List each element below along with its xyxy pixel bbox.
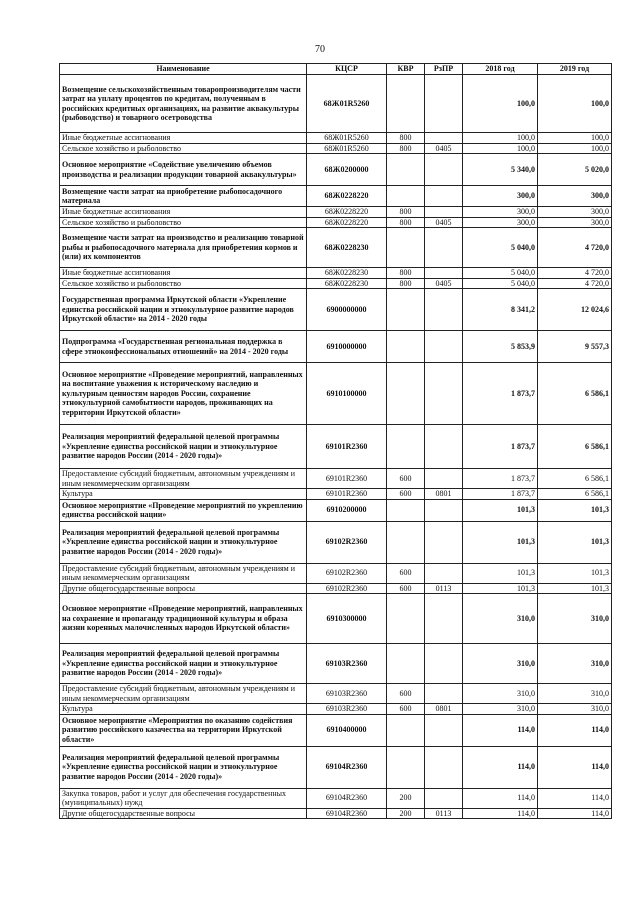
table-row — [60, 583, 612, 594]
cell-kvr — [387, 594, 425, 644]
header-kvr: КВР — [387, 64, 425, 75]
cell-rzpr — [425, 289, 463, 331]
cell-rzpr — [425, 499, 463, 521]
table-row — [60, 746, 612, 788]
cell-name: Предоставление субсидий бюджетным, автономным учреждениям и иным некоммерческим организациям — [60, 684, 307, 704]
cell-rzpr: 0801 — [425, 704, 463, 715]
cell-kvr — [387, 363, 425, 425]
header-rzpr: РзПР — [425, 64, 463, 75]
cell-2018: 100,0 — [463, 133, 538, 144]
cell-kvr: 800 — [387, 207, 425, 218]
table-row — [60, 75, 612, 133]
cell-kvr — [387, 186, 425, 207]
cell-rzpr — [425, 268, 463, 279]
cell-kvr: 800 — [387, 143, 425, 154]
cell-kvr: 600 — [387, 684, 425, 704]
cell-2018: 300,0 — [463, 207, 538, 218]
cell-name: Другие общегосударственные вопросы — [60, 808, 307, 819]
page-number: 70 — [315, 44, 325, 55]
table-row — [60, 714, 612, 746]
cell-2019: 300,0 — [538, 207, 612, 218]
header-name: Наименование — [60, 64, 307, 75]
cell-2019: 114,0 — [538, 788, 612, 808]
cell-2018: 310,0 — [463, 594, 538, 644]
table-row — [60, 704, 612, 715]
cell-name: Возмещение части затрат на приобретение рыбопосадочного материала — [60, 186, 307, 207]
cell-2018: 1 873,7 — [463, 489, 538, 500]
table-row — [60, 228, 612, 268]
cell-rzpr: 0801 — [425, 489, 463, 500]
cell-2018: 1 873,7 — [463, 469, 538, 489]
table-row — [60, 521, 612, 563]
cell-kvr: 600 — [387, 489, 425, 500]
cell-2019: 310,0 — [538, 644, 612, 684]
cell-kvr: 600 — [387, 704, 425, 715]
cell-kcsr: 6910300000 — [307, 594, 387, 644]
cell-kcsr: 68Ж0228230 — [307, 268, 387, 279]
table-row — [60, 143, 612, 154]
cell-2019: 100,0 — [538, 143, 612, 154]
cell-name: Реализация мероприятий федеральной целевой программы «Укрепление единства российской нации и этнокультурное развитие народов России (2014 - 2020 годы)» — [60, 521, 307, 563]
cell-name: Сельское хозяйство и рыболовство — [60, 278, 307, 289]
cell-rzpr — [425, 746, 463, 788]
cell-rzpr: 0405 — [425, 143, 463, 154]
cell-kvr — [387, 746, 425, 788]
cell-2019: 12 024,6 — [538, 289, 612, 331]
cell-2019: 6 586,1 — [538, 425, 612, 469]
cell-rzpr — [425, 75, 463, 133]
table-row — [60, 268, 612, 279]
cell-kcsr: 68Ж01R5260 — [307, 143, 387, 154]
cell-kvr — [387, 425, 425, 469]
cell-kvr: 800 — [387, 133, 425, 144]
header-2018: 2018 год — [463, 64, 538, 75]
cell-rzpr — [425, 228, 463, 268]
header-2019: 2019 год — [538, 64, 612, 75]
cell-rzpr — [425, 644, 463, 684]
cell-kvr: 800 — [387, 217, 425, 228]
table-row — [60, 154, 612, 186]
cell-rzpr — [425, 684, 463, 704]
cell-name: Иные бюджетные ассигнования — [60, 268, 307, 279]
cell-name: Основное мероприятие «Проведение мероприятий, направленных на сохранение и пропаганду традиционной культуры и образа жизни коренных малочисленных народов Иркутской области» — [60, 594, 307, 644]
cell-2019: 4 720,0 — [538, 278, 612, 289]
table-row — [60, 217, 612, 228]
cell-kcsr: 69103R2360 — [307, 644, 387, 684]
cell-2018: 5 040,0 — [463, 278, 538, 289]
cell-2018: 1 873,7 — [463, 363, 538, 425]
cell-2018: 101,3 — [463, 499, 538, 521]
cell-name: Основное мероприятие «Содействие увеличению объемов производства и реализации продукции товарной аквакультуры» — [60, 154, 307, 186]
cell-name: Предоставление субсидий бюджетным, автономным учреждениям и иным некоммерческим организациям — [60, 563, 307, 583]
cell-name: Иные бюджетные ассигнования — [60, 133, 307, 144]
cell-kcsr: 69104R2360 — [307, 808, 387, 819]
cell-rzpr — [425, 425, 463, 469]
table-row — [60, 207, 612, 218]
cell-name: Реализация мероприятий федеральной целевой программы «Укрепление единства российской нации и этнокультурное развитие народов России (2014 - 2020 годы)» — [60, 425, 307, 469]
cell-name: Основное мероприятие «Проведение мероприятий по укреплению единства российской нации» — [60, 499, 307, 521]
cell-2019: 310,0 — [538, 704, 612, 715]
table-row — [60, 684, 612, 704]
cell-2018: 310,0 — [463, 644, 538, 684]
table-row — [60, 563, 612, 583]
cell-rzpr — [425, 594, 463, 644]
cell-kcsr: 68Ж01R5260 — [307, 75, 387, 133]
cell-name: Другие общегосударственные вопросы — [60, 583, 307, 594]
table-body — [60, 75, 612, 819]
cell-kvr — [387, 521, 425, 563]
cell-kvr: 200 — [387, 808, 425, 819]
cell-rzpr: 0405 — [425, 278, 463, 289]
cell-kcsr: 68Ж0228220 — [307, 186, 387, 207]
table-row — [60, 489, 612, 500]
cell-kvr: 800 — [387, 268, 425, 279]
cell-2019: 6 586,1 — [538, 489, 612, 500]
cell-2019: 6 586,1 — [538, 363, 612, 425]
cell-2019: 300,0 — [538, 217, 612, 228]
cell-name: Основное мероприятие «Мероприятия по оказанию содействия развитию российского казачества на территории Иркутской области» — [60, 714, 307, 746]
cell-kcsr: 6910400000 — [307, 714, 387, 746]
cell-rzpr — [425, 186, 463, 207]
table-row — [60, 499, 612, 521]
table-row — [60, 331, 612, 363]
cell-2019: 5 020,0 — [538, 154, 612, 186]
cell-2018: 5 040,0 — [463, 228, 538, 268]
cell-kcsr: 6910200000 — [307, 499, 387, 521]
cell-kvr — [387, 644, 425, 684]
cell-2018: 101,3 — [463, 583, 538, 594]
table-header-row — [60, 64, 612, 75]
cell-kcsr: 68Ж0200000 — [307, 154, 387, 186]
cell-name: Иные бюджетные ассигнования — [60, 207, 307, 218]
cell-rzpr — [425, 154, 463, 186]
cell-kvr: 800 — [387, 278, 425, 289]
cell-kvr — [387, 331, 425, 363]
cell-2019: 6 586,1 — [538, 469, 612, 489]
table-row — [60, 644, 612, 684]
cell-2019: 4 720,0 — [538, 228, 612, 268]
cell-2019: 114,0 — [538, 808, 612, 819]
cell-rzpr — [425, 207, 463, 218]
cell-2018: 310,0 — [463, 704, 538, 715]
cell-rzpr — [425, 521, 463, 563]
cell-kcsr: 69103R2360 — [307, 704, 387, 715]
cell-rzpr — [425, 563, 463, 583]
cell-rzpr — [425, 133, 463, 144]
cell-kvr: 600 — [387, 583, 425, 594]
table-row — [60, 425, 612, 469]
cell-2019: 4 720,0 — [538, 268, 612, 279]
cell-kvr — [387, 289, 425, 331]
cell-2018: 8 341,2 — [463, 289, 538, 331]
cell-kcsr: 68Ж0228220 — [307, 217, 387, 228]
cell-2018: 100,0 — [463, 75, 538, 133]
cell-2019: 100,0 — [538, 75, 612, 133]
cell-name: Возмещение сельскохозяйственным товаропроизводителям части затрат на уплату процентов по кредитам, полученным в российских кредитных организациях, на развитие аквакультуры (рыбоводство) и товарного осетроводства — [60, 75, 307, 133]
cell-2019: 101,3 — [538, 563, 612, 583]
cell-kcsr: 69101R2360 — [307, 425, 387, 469]
cell-2019: 101,3 — [538, 521, 612, 563]
cell-kvr — [387, 714, 425, 746]
cell-2019: 114,0 — [538, 746, 612, 788]
cell-kvr — [387, 75, 425, 133]
table-row — [60, 186, 612, 207]
cell-name: Возмещение части затрат на производство и реализацию товарной рыбы и рыбопосадочного материала для приобретения кормов и (или) их компонентов — [60, 228, 307, 268]
cell-2018: 114,0 — [463, 746, 538, 788]
table-row — [60, 469, 612, 489]
cell-2019: 310,0 — [538, 594, 612, 644]
cell-kcsr: 69102R2360 — [307, 563, 387, 583]
cell-2019: 101,3 — [538, 583, 612, 594]
cell-2018: 114,0 — [463, 788, 538, 808]
cell-kcsr: 69103R2360 — [307, 684, 387, 704]
cell-kcsr: 69104R2360 — [307, 746, 387, 788]
cell-kcsr: 69102R2360 — [307, 521, 387, 563]
cell-kvr — [387, 228, 425, 268]
cell-kvr — [387, 154, 425, 186]
cell-2018: 114,0 — [463, 714, 538, 746]
cell-2019: 101,3 — [538, 499, 612, 521]
cell-rzpr — [425, 469, 463, 489]
cell-kvr: 200 — [387, 788, 425, 808]
cell-rzpr: 0113 — [425, 583, 463, 594]
cell-2018: 100,0 — [463, 143, 538, 154]
cell-2018: 101,3 — [463, 521, 538, 563]
cell-2018: 310,0 — [463, 684, 538, 704]
cell-2018: 300,0 — [463, 217, 538, 228]
cell-rzpr: 0113 — [425, 808, 463, 819]
cell-kvr: 600 — [387, 563, 425, 583]
cell-rzpr — [425, 788, 463, 808]
cell-rzpr — [425, 363, 463, 425]
cell-kvr: 600 — [387, 469, 425, 489]
cell-2019: 300,0 — [538, 186, 612, 207]
cell-2018: 5 853,9 — [463, 331, 538, 363]
cell-2018: 5 340,0 — [463, 154, 538, 186]
cell-kcsr: 68Ж0228230 — [307, 278, 387, 289]
table-row — [60, 289, 612, 331]
cell-2018: 114,0 — [463, 808, 538, 819]
cell-2018: 1 873,7 — [463, 425, 538, 469]
cell-2019: 310,0 — [538, 684, 612, 704]
cell-name: Сельское хозяйство и рыболовство — [60, 217, 307, 228]
cell-name: Подпрограмма «Государственная региональная поддержка в сфере этноконфессиональных отношений» на 2014 - 2020 годы — [60, 331, 307, 363]
cell-2018: 5 040,0 — [463, 268, 538, 279]
cell-kcsr: 68Ж01R5260 — [307, 133, 387, 144]
cell-kcsr: 6910000000 — [307, 331, 387, 363]
cell-name: Реализация мероприятий федеральной целевой программы «Укрепление единства российской нации и этнокультурное развитие народов России (2014 - 2020 годы)» — [60, 644, 307, 684]
cell-2019: 9 557,3 — [538, 331, 612, 363]
cell-kcsr: 69101R2360 — [307, 469, 387, 489]
cell-2018: 101,3 — [463, 563, 538, 583]
table-row — [60, 278, 612, 289]
cell-name: Культура — [60, 704, 307, 715]
table-row — [60, 788, 612, 808]
cell-kcsr: 68Ж0228230 — [307, 228, 387, 268]
cell-2018: 300,0 — [463, 186, 538, 207]
cell-kcsr: 6900000000 — [307, 289, 387, 331]
cell-kcsr: 68Ж0228220 — [307, 207, 387, 218]
cell-name: Сельское хозяйство и рыболовство — [60, 143, 307, 154]
table-row — [60, 808, 612, 819]
cell-2019: 100,0 — [538, 133, 612, 144]
cell-kcsr: 69102R2360 — [307, 583, 387, 594]
cell-name: Культура — [60, 489, 307, 500]
budget-table — [59, 63, 612, 819]
cell-kvr — [387, 499, 425, 521]
cell-rzpr: 0405 — [425, 217, 463, 228]
cell-name: Основное мероприятие «Проведение мероприятий, направленных на воспитание уважения к историческому наследию и культурным ценностям народов России, сохранение этнокультурной самобытности народов, проживающих на территории Иркутской области» — [60, 363, 307, 425]
cell-kcsr: 69104R2360 — [307, 788, 387, 808]
cell-name: Реализация мероприятий федеральной целевой программы «Укрепление единства российской нации и этнокультурное развитие народов России (2014 - 2020 годы)» — [60, 746, 307, 788]
cell-2019: 114,0 — [538, 714, 612, 746]
cell-kcsr: 69101R2360 — [307, 489, 387, 500]
table-row — [60, 133, 612, 144]
cell-kcsr: 6910100000 — [307, 363, 387, 425]
cell-name: Предоставление субсидий бюджетным, автономным учреждениям и иным некоммерческим организациям — [60, 469, 307, 489]
cell-name: Закупка товаров, работ и услуг для обеспечения государственных (муниципальных) нужд — [60, 788, 307, 808]
cell-name: Государственная программа Иркутской области «Укрепление единства российской нации и этнокультурное развитие народов Иркутской области» на 2014 - 2020 годы — [60, 289, 307, 331]
table-row — [60, 594, 612, 644]
header-kcsr: КЦСР — [307, 64, 387, 75]
cell-rzpr — [425, 331, 463, 363]
table-row — [60, 363, 612, 425]
cell-rzpr — [425, 714, 463, 746]
